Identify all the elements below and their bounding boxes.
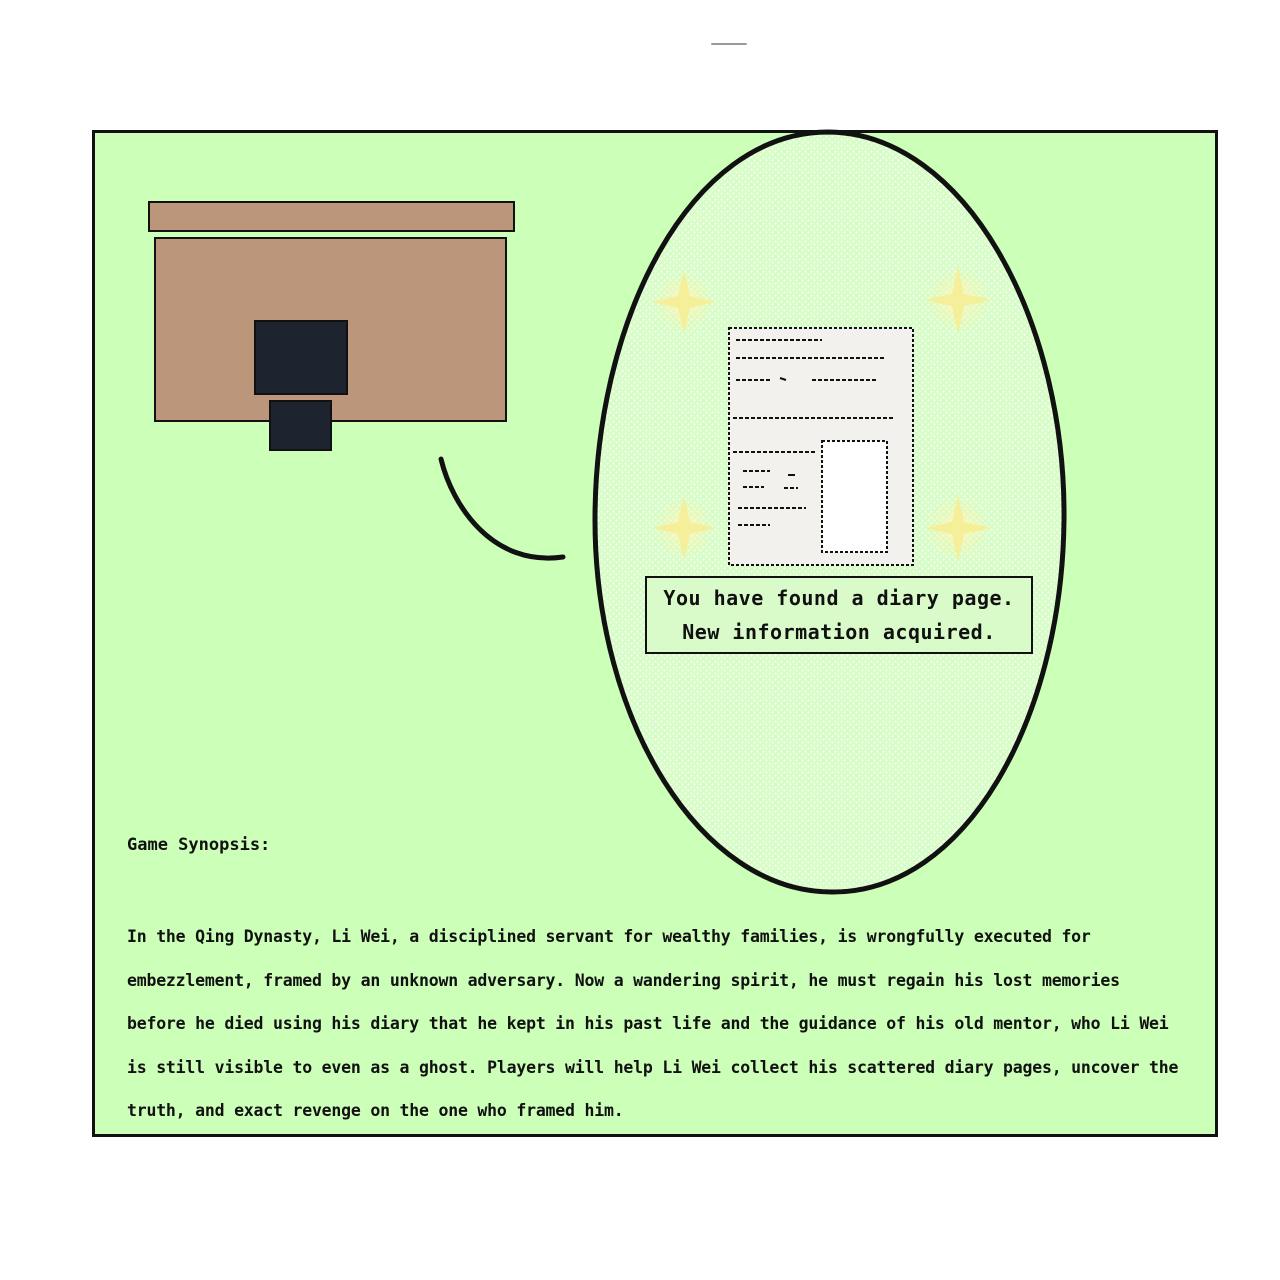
bubble-tail (441, 459, 563, 558)
diary-page-icon (729, 328, 913, 565)
notice-line-found: You have found a diary page. (663, 586, 1015, 610)
notice-line-info: New information acquired. (682, 620, 996, 644)
item-found-notice (645, 576, 1033, 654)
chair-icon (255, 321, 347, 450)
synopsis-heading: Game Synopsis: (127, 835, 271, 855)
synopsis-body: In the Qing Dynasty, Li Wei, a disciplined servant for wealthy families, is wrongfully executed for embezzlement, framed by an unknown adversary. Now a wandering spirit, he must regain his lost memories before he died using his diary that he kept in his past life and the guidance of his old mentor, who Li Wei is still visible to even as a ghost. Players will help Li Wei collect his scattered diary pages, uncover the truth, and exact revenge on the one who framed him. (127, 927, 1179, 1120)
